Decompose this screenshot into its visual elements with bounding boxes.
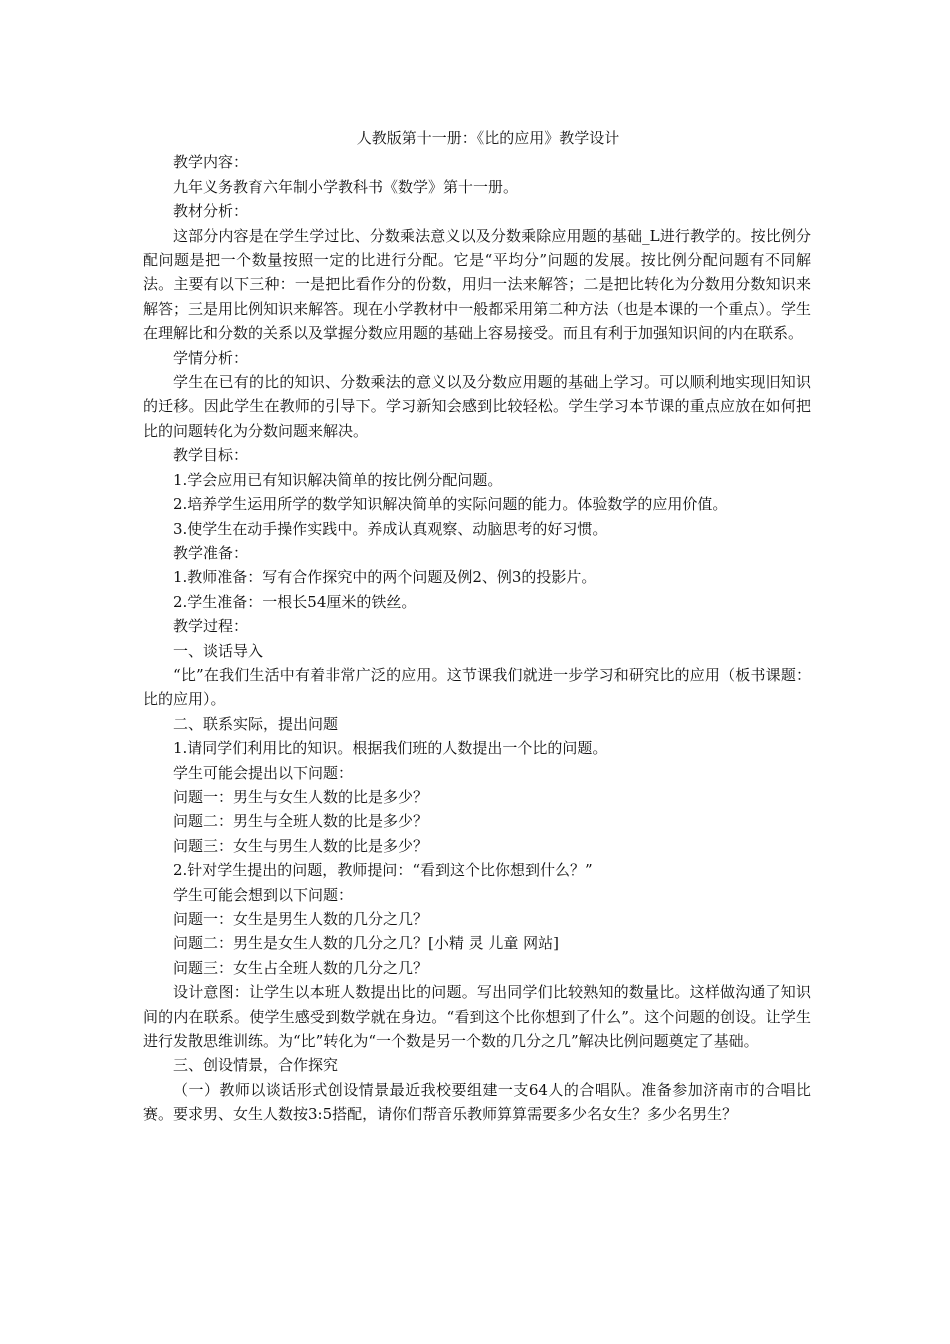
section-heading-content: 教学内容： [173, 153, 249, 172]
subsection-heading: 二、联系实际，提出问题 [173, 714, 339, 733]
list-item: 3.使学生在动手操作实践中。养成认真观察、动脑思考的好习惯。 [173, 519, 608, 538]
paragraph: 设计意图：让学生以本班人数提出比的问题。写出同学们比较熟知的数量比。这样做沟通了知识间的内在联系。使学生感受到数学就在身边。“看到这个比你想到了什么”。这个问题的创设。让学生进行发散思维训练。为“比”转化为“一个数是另一个数的几分之几”解决比例问题奠定了基础。 [143, 983, 811, 1051]
subsection-heading: 一、谈话导入 [173, 641, 264, 660]
paragraph: 这部分内容是在学生学过比、分数乘法意义以及分数乘除应用题的基础_L进行教学的。按比例分配问题是把一个数量按照一定的比进行分配。它是“平均分”问题的发展。按比例分配问题有不同解法。主要有以下三种：一是把比看作分的份数，用归一法来解答；二是把比转化为分数用分数知识来解答；三是用比例知识来解答。现在小学教材中一般都采用第二种方法（也是本课的一个重点）。学生在理解比和分数的关系以及掌握分数应用题的基础上容易接受。而且有利于加强知识间的内在联系。 [143, 226, 811, 343]
section-heading-process: 教学过程： [173, 617, 249, 636]
list-item: 1.教师准备：写有合作探究中的两个问题及例2、例3的投影片。 [173, 568, 597, 587]
section-heading-preparation: 教学准备： [173, 543, 249, 562]
section-heading-material-analysis: 教材分析： [173, 202, 249, 221]
document-page [143, 126, 811, 1127]
list-item: 问题二：男生与全班人数的比是多少？ [173, 812, 429, 831]
paragraph: 学生可能会想到以下问题： [173, 885, 354, 904]
paragraph: 2.针对学生提出的问题，教师提问：“看到这个比你想到什么？” [173, 861, 593, 880]
paragraph: “比”在我们生活中有着非常广泛的应用。这节课我们就进一步学习和研究比的应用（板书课题：比的应用）。 [143, 665, 811, 709]
subsection-heading: 三、创设情景，合作探究 [173, 1056, 339, 1075]
list-item: 2.培养学生运用所学的数学知识解决简单的实际问题的能力。体验数学的应用价值。 [173, 495, 728, 514]
paragraph: （一）教师以谈话形式创设情景最近我校要组建一支64人的合唱队。准备参加济南市的合唱比赛。要求男、女生人数按3:5搭配，请你们帮音乐教师算算需要多少名女生？多少名男生？ [143, 1080, 811, 1124]
paragraph: 学生可能会提出以下问题： [173, 763, 354, 782]
section-heading-student-analysis: 学情分析： [173, 348, 249, 367]
list-item: 问题三：女生与男生人数的比是多少？ [173, 836, 429, 855]
paragraph: 九年义务教育六年制小学教科书《数学》第十一册。 [173, 177, 519, 196]
list-item: 问题二：男生是女生人数的几分之几？[小精 灵 儿童 网站] [173, 934, 560, 953]
list-item: 2.学生准备：一根长54厘米的铁丝。 [173, 592, 417, 611]
document-title: 人教版第十一册：《比的应用》教学设计 [356, 129, 620, 147]
list-item: 问题一：男生与女生人数的比是多少？ [173, 787, 429, 806]
list-item: 1.学会应用已有知识解决简单的按比例分配问题。 [173, 470, 503, 489]
section-heading-objectives: 教学目标： [173, 446, 249, 465]
paragraph: 学生在已有的比的知识、分数乘法的意义以及分数应用题的基础上学习。可以顺利地实现旧知识的迁移。因此学生在教师的引导下。学习新知会感到比较轻松。学生学习本节课的重点应放在如何把比的问题转化为分数问题来解决。 [143, 373, 811, 440]
list-item: 问题一：女生是男生人数的几分之几？ [173, 910, 429, 928]
list-item: 问题三：女生占全班人数的几分之几？ [173, 958, 429, 977]
paragraph: 1.请同学们利用比的知识。根据我们班的人数提出一个比的问题。 [173, 739, 608, 758]
document-body [143, 150, 811, 1126]
